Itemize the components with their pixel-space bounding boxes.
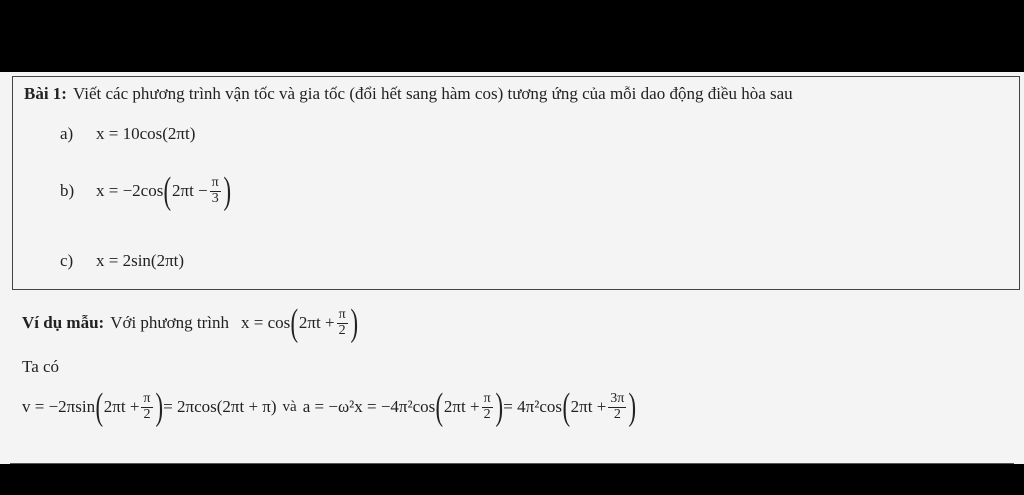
example-equation-inner: 2πt + <box>298 313 335 332</box>
acceleration-inner2: 2πt + <box>570 397 607 416</box>
example-text: Với phương trình <box>110 313 229 332</box>
item-b-equation-inner: 2πt − <box>172 181 208 200</box>
solution-equation <box>22 388 637 426</box>
close-paren: ) <box>628 386 637 428</box>
velocity-part1: v = −2πsin <box>22 397 96 416</box>
item-b <box>60 172 231 210</box>
acceleration-inner: 2πt + <box>443 397 480 416</box>
conjunction: và <box>282 398 297 415</box>
close-paren: ) <box>155 386 163 428</box>
fraction-numerator: π <box>338 306 346 322</box>
item-a-equation: x = 10cos(2πt) <box>96 124 196 143</box>
bottom-black-band <box>0 464 1024 495</box>
acceleration-part2: = 4π²cos <box>503 397 562 416</box>
fraction-denominator: 3 <box>211 190 219 206</box>
item-c-label: c) <box>60 251 74 270</box>
velocity-inner: 2πt + <box>103 397 140 416</box>
acceleration-fraction-2 <box>608 392 626 422</box>
item-b-equation-prefix: x = −2cos <box>96 181 164 200</box>
solution-intro-text: Ta có <box>22 357 60 376</box>
close-paren: ) <box>495 386 503 428</box>
velocity-fraction <box>141 392 152 422</box>
exercise-prompt: Viết các phương trình vận tốc và gia tốc (đổi hết sang hàm cos) tương ứng của mỗi dao động điều hòa sau <box>72 84 793 103</box>
fraction-numerator: π <box>143 390 151 406</box>
item-c-equation: x = 2sin(2πt) <box>96 251 185 270</box>
open-paren: ( <box>95 386 104 428</box>
velocity-part2: = 2πcos(2πt + π) <box>163 397 277 416</box>
acceleration-fraction <box>482 392 493 422</box>
fraction-denominator: 2 <box>143 406 151 422</box>
open-paren: ( <box>290 302 299 344</box>
item-a-label: a) <box>60 124 74 143</box>
fraction-denominator: 2 <box>338 322 346 338</box>
close-paren: ) <box>223 170 231 212</box>
item-c <box>60 251 184 271</box>
item-b-fraction <box>210 176 221 206</box>
example-fraction <box>337 308 348 338</box>
open-paren: ( <box>435 386 444 428</box>
fraction-denominator: 2 <box>613 406 621 422</box>
acceleration-part1: a = −ω²x = −4π²cos <box>302 397 436 416</box>
exercise-title: Bài 1: <box>24 84 67 103</box>
close-paren: ) <box>350 302 358 344</box>
open-paren: ( <box>562 386 571 428</box>
example-equation-prefix: x = cos <box>241 313 291 332</box>
open-paren: ( <box>163 170 172 212</box>
fraction-numerator: π <box>483 390 491 406</box>
exercise-heading <box>24 84 793 104</box>
item-b-label: b) <box>60 181 75 200</box>
example-title: Ví dụ mẫu: <box>22 313 105 332</box>
item-a <box>60 124 195 144</box>
fraction-numerator: π <box>211 174 219 190</box>
example-line <box>22 304 358 342</box>
solution-intro <box>22 357 59 377</box>
fraction-numerator: 3π <box>610 390 625 406</box>
fraction-denominator: 2 <box>483 406 491 422</box>
